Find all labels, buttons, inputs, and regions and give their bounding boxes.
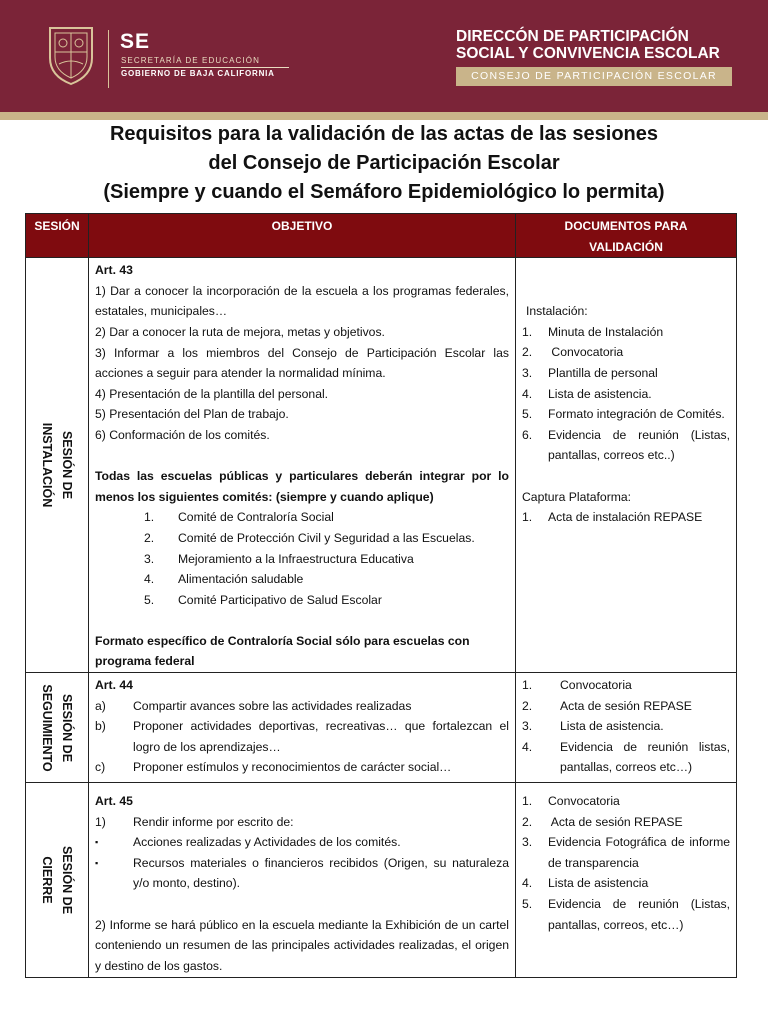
doc-item (522, 342, 730, 363)
council-label: CONSEJO DE PARTICIPACIÓN ESCOLAR (456, 67, 732, 86)
header-banner (0, 0, 768, 112)
page-title (0, 120, 768, 207)
agency-name: SECRETARÍA DE EDUCACIÓN (121, 56, 260, 65)
objective-item: 6) Conformación de los comités. (95, 427, 270, 442)
list-item (95, 590, 509, 611)
table-row-installation (26, 258, 737, 673)
objective-item: 4) Presentación de la plantilla del personal. (95, 386, 329, 401)
list-text: Rendir informe por escrito de: (133, 814, 294, 829)
direction-line-2: SOCIAL Y CONVIVENCIA ESCOLAR (456, 45, 720, 62)
list-item (95, 549, 509, 570)
doc-item (522, 791, 730, 812)
session-cell-closing (26, 783, 89, 978)
session-label-line-2: SEGUIMIENTO (40, 683, 54, 772)
doc-item (522, 716, 730, 737)
doc-number: 3. (522, 365, 533, 380)
list-text: Proponer actividades deportivas, recreativas… que fortalezcan el logro de los aprendizajes… (133, 719, 509, 754)
doc-text: Plantilla de personal (548, 365, 658, 380)
doc-number: 1. (522, 678, 533, 693)
doc-number: 4. (522, 386, 533, 401)
doc-text: Acta de instalación REPASE (548, 510, 703, 525)
documents-cell-follow-up (516, 673, 737, 783)
social-audit-note: Formato específico de Contraloría Social sólo para escuelas con programa federal (95, 633, 470, 669)
doc-number: 3. (522, 835, 533, 850)
header-documents-line-2: VALIDACIÓN (589, 239, 663, 254)
list-number: 1) (95, 814, 106, 829)
bullet-icon: ▪ (95, 857, 99, 868)
doc-text: Acta de sesión REPASE (560, 698, 692, 713)
list-item (95, 569, 509, 590)
list-number: 1. (144, 510, 155, 525)
docs-heading: Instalación: (526, 304, 588, 319)
list-item (95, 853, 509, 894)
doc-text: Evidencia de reunión listas, pantallas, correos etc…) (560, 739, 730, 775)
objective-cell-closing (89, 783, 516, 978)
direction-title (456, 28, 746, 62)
session-label-line-1: SESIÓN DE (60, 846, 74, 915)
objective-item: 1) Dar a conocer la incorporación de la escuela a los programas federales, estatales, municipales… (95, 283, 509, 319)
state-seal-icon (46, 24, 96, 86)
table-row-closing (26, 783, 737, 978)
session-label-line-2: CIERRE (40, 856, 54, 904)
header-documents-line-1: DOCUMENTOS PARA (564, 219, 688, 233)
session-cell-follow-up (26, 673, 89, 783)
session-cell-installation (26, 258, 89, 673)
doc-text: Acta de sesión REPASE (548, 814, 683, 829)
list-text: Compartir avances sobre las actividades realizadas (133, 698, 412, 713)
doc-item (522, 507, 730, 528)
session-label-follow-up (37, 684, 77, 771)
list-number: 5. (144, 592, 155, 607)
doc-text: Lista de asistencia (548, 876, 649, 891)
list-item (95, 757, 509, 778)
article-label: Art. 43 (95, 263, 133, 278)
doc-number: 2. (522, 698, 533, 713)
header-gold-strip (0, 112, 768, 120)
list-number: 3. (144, 551, 155, 566)
list-item (95, 528, 509, 549)
list-text: Proponer estímulos y reconocimientos de carácter social… (133, 760, 452, 775)
article-label: Art. 45 (95, 794, 133, 809)
doc-item (522, 404, 730, 425)
list-letter: c) (95, 760, 106, 775)
list-item (95, 507, 509, 528)
direction-line-1: DIRECCÓN DE PARTICIPACIÓN (456, 28, 689, 45)
header-documents (516, 214, 737, 258)
agency-rule (121, 67, 289, 68)
doc-number: 1. (522, 794, 533, 809)
list-text: Comité de Protección Civil y Seguridad a las Escuelas. (178, 530, 475, 545)
requirements-table (25, 213, 737, 978)
header-session: SESIÓN (26, 214, 89, 258)
session-label-line-2: INSTALACIÓN (40, 422, 54, 508)
article-label: Art. 44 (95, 678, 133, 693)
platform-heading: Captura Plataforma: (522, 489, 632, 504)
list-item (95, 696, 509, 717)
documents-cell-installation (516, 258, 737, 673)
title-line-2: del Consejo de Participación Escolar (208, 152, 560, 174)
doc-text: Convocatoria (548, 345, 624, 360)
list-text: Mejoramiento a la Infraestructura Educativa (178, 551, 414, 566)
doc-text: Formato integración de Comités. (548, 407, 725, 422)
committees-intro: Todas las escuelas públicas y particulares deberán integrar por lo menos los siguientes comités: (siempre y cuando aplique) (95, 469, 509, 504)
doc-item (522, 832, 730, 873)
doc-item (522, 737, 730, 778)
doc-number: 5. (522, 407, 533, 422)
doc-item (522, 812, 730, 833)
list-number: 4. (144, 572, 155, 587)
doc-number: 1. (522, 324, 533, 339)
bullet-icon: ▪ (95, 837, 99, 848)
header-divider (108, 30, 109, 88)
list-number: 2. (144, 530, 155, 545)
doc-item (522, 363, 730, 384)
doc-item (522, 384, 730, 405)
doc-item (522, 894, 730, 935)
doc-number: 6. (522, 427, 533, 442)
doc-number: 2. (522, 814, 533, 829)
list-item (95, 832, 509, 853)
doc-text: Convocatoria (548, 794, 620, 809)
header-objective: OBJETIVO (89, 214, 516, 258)
doc-number: 4. (522, 876, 533, 891)
agency-abbreviation: SE (120, 30, 151, 53)
doc-number: 4. (522, 739, 533, 754)
public-report-text: 2) Informe se hará público en la escuela mediante la Exhibición de un cartel conteniendo un resumen de las principales actividades realizadas, el origen y destino de los gastos. (95, 917, 509, 973)
session-label-line-1: SESIÓN DE (60, 431, 74, 500)
table-header-row (26, 214, 737, 258)
list-text: Comité de Contraloría Social (178, 510, 334, 525)
session-label-closing (37, 846, 77, 914)
government-name: GOBIERNO DE BAJA CALIFORNIA (121, 69, 275, 78)
doc-text: Minuta de Instalación (548, 324, 664, 339)
list-text: Acciones realizadas y Actividades de los comités. (133, 835, 401, 850)
doc-text: Evidencia de reunión (Listas, pantallas, correos, etc…) (548, 897, 730, 932)
objective-item: 5) Presentación del Plan de trabajo. (95, 407, 289, 422)
doc-text: Evidencia Fotográfica de informe de transparencia (548, 835, 730, 870)
session-label-line-1: SESIÓN DE (60, 693, 74, 762)
doc-item (522, 675, 730, 696)
doc-number: 2. (522, 345, 533, 360)
doc-number: 5. (522, 897, 533, 912)
title-line-3: (Siempre y cuando el Semáforo Epidemiológico lo permita) (103, 181, 665, 203)
doc-text: Lista de asistencia. (548, 386, 652, 401)
list-text: Alimentación saludable (178, 572, 304, 587)
list-item (95, 716, 509, 757)
list-letter: b) (95, 719, 106, 734)
list-item (95, 812, 509, 833)
doc-item (522, 322, 730, 343)
objective-cell-installation (89, 258, 516, 673)
doc-item (522, 696, 730, 717)
doc-number: 3. (522, 719, 533, 734)
table-row-follow-up (26, 673, 737, 783)
doc-item (522, 425, 730, 466)
list-letter: a) (95, 698, 106, 713)
objective-item: 2) Dar a conocer la ruta de mejora, metas y objetivos. (95, 324, 385, 339)
doc-item (522, 873, 730, 894)
doc-number: 1. (522, 510, 533, 525)
doc-text: Convocatoria (560, 678, 632, 693)
list-text: Comité Participativo de Salud Escolar (178, 592, 382, 607)
session-label-installation (37, 423, 77, 508)
doc-text: Evidencia de reunión (Listas, pantallas, correos etc..) (548, 427, 730, 463)
objective-cell-follow-up (89, 673, 516, 783)
doc-text: Lista de asistencia. (560, 719, 664, 734)
documents-cell-closing (516, 783, 737, 978)
list-text: Recursos materiales o financieros recibidos (Origen, su naturaleza y/o monto, destino). (133, 855, 509, 891)
objective-item: 3) Informar a los miembros del Consejo de Participación Escolar las acciones a seguir para atender la normalidad mínima. (95, 345, 509, 381)
title-line-1: Requisitos para la validación de las actas de las sesiones (109, 123, 659, 145)
